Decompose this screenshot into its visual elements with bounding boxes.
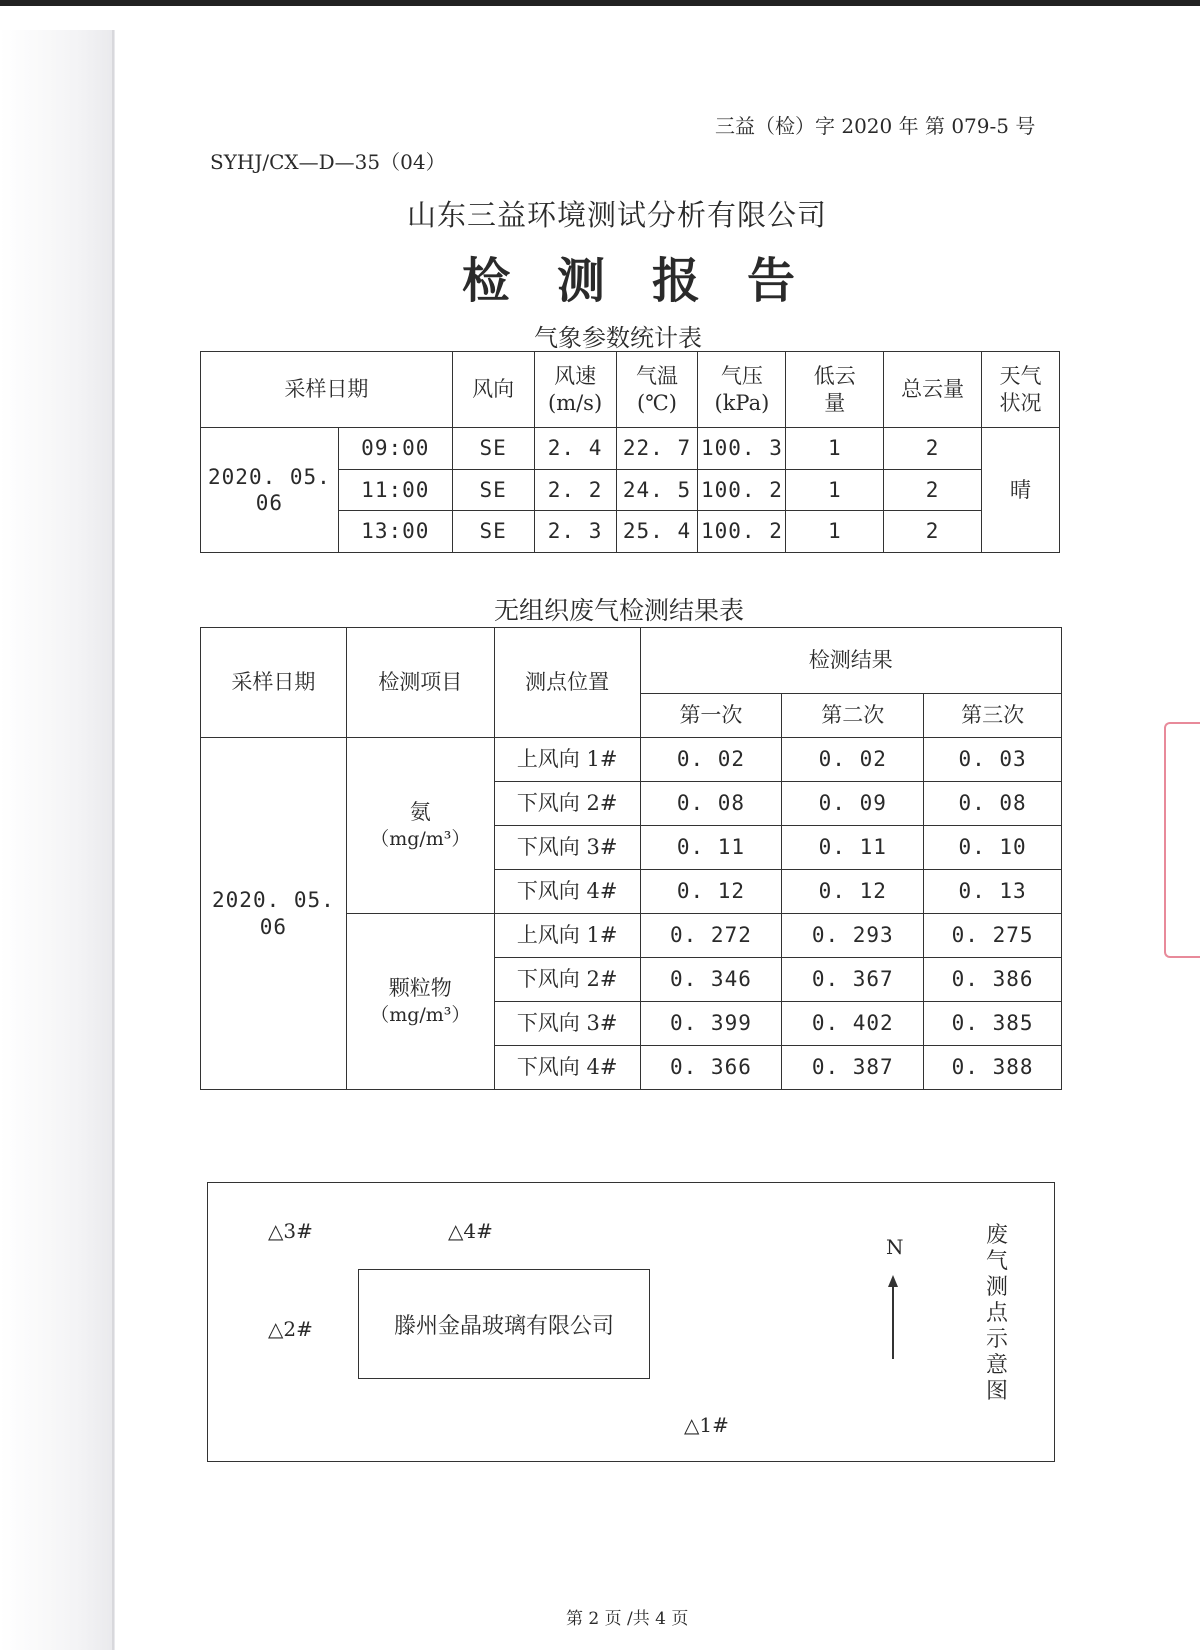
pressure-cell: 100. 2 bbox=[698, 470, 786, 511]
company-name: 山东三益环境测试分析有限公司 bbox=[407, 198, 828, 232]
pressure-cell: 100. 3 bbox=[698, 428, 786, 470]
header-low-cloud: 低云 量 bbox=[786, 352, 884, 428]
result-cell: 0. 10 bbox=[924, 826, 1062, 870]
low-cloud-cell: 1 bbox=[786, 511, 884, 553]
result-cell: 0. 13 bbox=[924, 870, 1062, 914]
wind-dir-cell: SE bbox=[452, 470, 534, 511]
result-cell: 0. 388 bbox=[924, 1046, 1062, 1090]
item-ammonia bbox=[346, 738, 494, 914]
result-cell: 0. 346 bbox=[640, 958, 782, 1002]
sampling-point-diagram bbox=[207, 1182, 1055, 1462]
gas-table-caption: 无组织废气检测结果表 bbox=[494, 596, 745, 625]
time-cell: 13:00 bbox=[338, 511, 452, 553]
title-char: 测 bbox=[557, 253, 606, 309]
north-label: N bbox=[886, 1235, 904, 1259]
gas-date-cell: 2020. 05. 06 bbox=[201, 738, 347, 1090]
temp-cell: 22. 7 bbox=[616, 428, 698, 470]
temp-cell: 25. 4 bbox=[616, 511, 698, 553]
result-cell: 0. 12 bbox=[640, 870, 782, 914]
wind-dir-cell: SE bbox=[452, 428, 534, 470]
result-cell: 0. 386 bbox=[924, 958, 1062, 1002]
result-cell: 0. 03 bbox=[924, 738, 1062, 782]
point-cell: 下风向 3# bbox=[494, 826, 640, 870]
point-2-marker: △2# bbox=[268, 1317, 313, 1341]
item-unit: （mg/m³） bbox=[370, 828, 471, 851]
result-cell: 0. 11 bbox=[782, 826, 924, 870]
weather-condition-cell: 晴 bbox=[982, 428, 1060, 553]
weather-table bbox=[200, 351, 1060, 553]
header-temperature: 气温 (℃) bbox=[616, 352, 698, 428]
scan-top-edge bbox=[0, 0, 1200, 6]
result-cell: 0. 293 bbox=[782, 914, 924, 958]
result-cell: 0. 366 bbox=[640, 1046, 782, 1090]
title-char: 检 bbox=[462, 253, 511, 309]
title-char: 告 bbox=[747, 253, 796, 309]
weather-date-cell: 2020. 05. 06 bbox=[201, 428, 339, 553]
time-cell: 11:00 bbox=[338, 470, 452, 511]
facility-name: 滕州金晶玻璃有限公司 bbox=[393, 1313, 614, 1339]
total-cloud-cell: 2 bbox=[884, 428, 982, 470]
header-sampling-date: 采样日期 bbox=[201, 628, 347, 738]
point-1-marker: △1# bbox=[684, 1413, 729, 1437]
header-point-location: 测点位置 bbox=[494, 628, 640, 738]
gas-results-table bbox=[200, 627, 1062, 1090]
seal-stamp-fragment bbox=[1164, 722, 1200, 958]
point-cell: 上风向 1# bbox=[494, 738, 640, 782]
report-number: 三益（检）字 2020 年 第 079-5 号 bbox=[715, 114, 1036, 138]
result-cell: 0. 02 bbox=[782, 738, 924, 782]
header-test-item: 检测项目 bbox=[346, 628, 494, 738]
total-cloud-cell: 2 bbox=[884, 511, 982, 553]
header-wind-direction: 风向 bbox=[452, 352, 534, 428]
point-cell: 下风向 4# bbox=[494, 870, 640, 914]
header-sampling-date: 采样日期 bbox=[201, 352, 453, 428]
result-cell: 0. 12 bbox=[782, 870, 924, 914]
weather-table-caption: 气象参数统计表 bbox=[534, 324, 702, 352]
result-cell: 0. 09 bbox=[782, 782, 924, 826]
result-cell: 0. 275 bbox=[924, 914, 1062, 958]
wind-speed-cell: 2. 4 bbox=[534, 428, 616, 470]
item-name: 颗粒物 bbox=[388, 976, 452, 1000]
facility-box bbox=[358, 1269, 650, 1379]
result-cell: 0. 402 bbox=[782, 1002, 924, 1046]
result-cell: 0. 272 bbox=[640, 914, 782, 958]
result-cell: 0. 385 bbox=[924, 1002, 1062, 1046]
title-char: 报 bbox=[652, 253, 701, 309]
item-name: 氨 bbox=[409, 800, 431, 824]
header-run-1: 第一次 bbox=[640, 694, 782, 738]
header-total-cloud: 总云量 bbox=[884, 352, 982, 428]
point-cell: 下风向 2# bbox=[494, 958, 640, 1002]
low-cloud-cell: 1 bbox=[786, 428, 884, 470]
header-run-2: 第二次 bbox=[782, 694, 924, 738]
page-footer: 第 2 页 /共 4 页 bbox=[566, 1609, 689, 1629]
point-cell: 下风向 3# bbox=[494, 1002, 640, 1046]
result-cell: 0. 02 bbox=[640, 738, 782, 782]
pressure-cell: 100. 2 bbox=[698, 511, 786, 553]
result-cell: 0. 367 bbox=[782, 958, 924, 1002]
wind-dir-cell: SE bbox=[452, 511, 534, 553]
north-arrow-icon bbox=[883, 1275, 903, 1359]
point-4-marker: △4# bbox=[448, 1219, 493, 1243]
header-test-result: 检测结果 bbox=[640, 628, 1061, 694]
low-cloud-cell: 1 bbox=[786, 470, 884, 511]
point-cell: 下风向 4# bbox=[494, 1046, 640, 1090]
item-unit: （mg/m³） bbox=[370, 1004, 471, 1027]
result-cell: 0. 387 bbox=[782, 1046, 924, 1090]
result-cell: 0. 11 bbox=[640, 826, 782, 870]
header-run-3: 第三次 bbox=[924, 694, 1062, 738]
result-cell: 0. 08 bbox=[924, 782, 1062, 826]
wind-speed-cell: 2. 2 bbox=[534, 470, 616, 511]
result-cell: 0. 08 bbox=[640, 782, 782, 826]
item-particulate bbox=[346, 914, 494, 1090]
page-fold-line bbox=[112, 30, 114, 1650]
point-cell: 上风向 1# bbox=[494, 914, 640, 958]
header-pressure: 气压 (kPa) bbox=[698, 352, 786, 428]
header-weather: 天气 状况 bbox=[982, 352, 1060, 428]
point-cell: 下风向 2# bbox=[494, 782, 640, 826]
header-wind-speed: 风速 (m/s) bbox=[534, 352, 616, 428]
temp-cell: 24. 5 bbox=[616, 470, 698, 511]
diagram-title: 废气测点示意图 bbox=[985, 1223, 1008, 1404]
page-binding-shadow bbox=[0, 30, 115, 1650]
form-code: SYHJ/CX—D—35（04） bbox=[210, 150, 446, 174]
total-cloud-cell: 2 bbox=[884, 470, 982, 511]
result-cell: 0. 399 bbox=[640, 1002, 782, 1046]
wind-speed-cell: 2. 3 bbox=[534, 511, 616, 553]
time-cell: 09:00 bbox=[338, 428, 452, 470]
point-3-marker: △3# bbox=[268, 1219, 313, 1243]
